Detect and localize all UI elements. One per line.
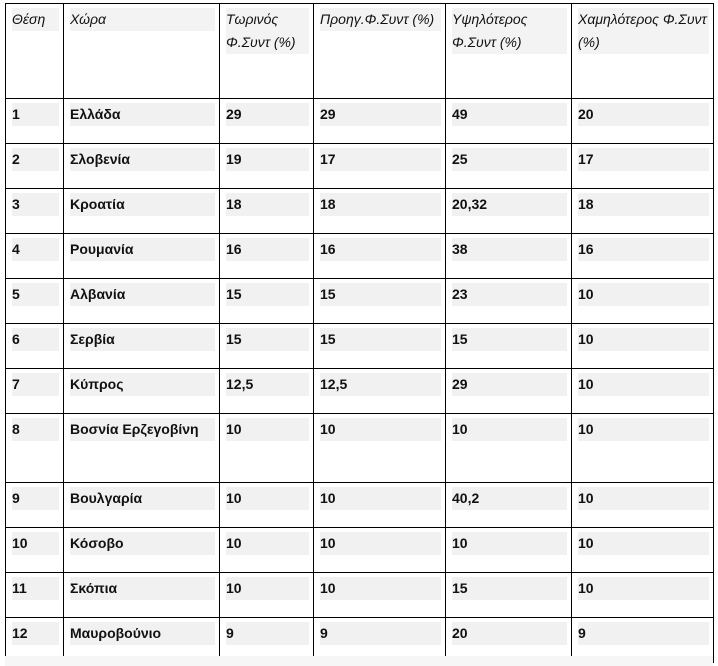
cell-position: 9	[6, 483, 64, 528]
cell-position: 10	[6, 528, 64, 573]
cell-previous-rate: 12,5	[314, 369, 446, 414]
cell-current-rate: 15	[220, 279, 314, 324]
cell-country: Κόσοβο	[64, 528, 220, 573]
table-row	[6, 99, 714, 144]
cell-highest-rate: 29	[446, 369, 572, 414]
cell-position: 1	[6, 99, 64, 144]
table-row	[6, 279, 714, 324]
cell-current-rate: 29	[220, 99, 314, 144]
cell-country: Ελλάδα	[64, 99, 220, 144]
cell-highest-rate: 20,32	[446, 189, 572, 234]
cell-previous-rate: 10	[314, 528, 446, 573]
cell-highest-rate: 15	[446, 324, 572, 369]
cell-highest-rate: 49	[446, 99, 572, 144]
header-current-rate: Τωρινός Φ.Συντ (%)	[220, 4, 314, 99]
cell-country: Σερβία	[64, 324, 220, 369]
table-row	[6, 144, 714, 189]
cell-previous-rate: 10	[314, 483, 446, 528]
cell-previous-rate: 18	[314, 189, 446, 234]
cell-position: 8	[6, 414, 64, 483]
cell-country: Βοσνία Ερζεγοβίνη	[64, 414, 220, 483]
table-row	[6, 414, 714, 483]
cell-country: Ρουμανία	[64, 234, 220, 279]
header-highest-rate: Υψηλότερος Φ.Συντ (%)	[446, 4, 572, 99]
cell-current-rate: 18	[220, 189, 314, 234]
cell-position: 6	[6, 324, 64, 369]
cell-country: Σκόπια	[64, 573, 220, 618]
cell-previous-rate: 9	[314, 618, 446, 663]
cell-highest-rate: 20	[446, 618, 572, 663]
cell-current-rate: 10	[220, 414, 314, 483]
cell-current-rate: 10	[220, 528, 314, 573]
cell-position: 3	[6, 189, 64, 234]
tax-rates-table	[5, 3, 714, 663]
table-row	[6, 189, 714, 234]
cell-previous-rate: 16	[314, 234, 446, 279]
cell-previous-rate: 10	[314, 573, 446, 618]
cell-lowest-rate: 10	[572, 414, 714, 483]
table-row	[6, 528, 714, 573]
cell-position: 7	[6, 369, 64, 414]
cell-lowest-rate: 20	[572, 99, 714, 144]
table-row	[6, 324, 714, 369]
cell-previous-rate: 15	[314, 279, 446, 324]
table-row	[6, 234, 714, 279]
cell-highest-rate: 40,2	[446, 483, 572, 528]
cell-country: Αλβανία	[64, 279, 220, 324]
header-position: Θέση	[6, 4, 64, 99]
cell-highest-rate: 10	[446, 414, 572, 483]
cell-position: 11	[6, 573, 64, 618]
cell-highest-rate: 23	[446, 279, 572, 324]
cell-position: 5	[6, 279, 64, 324]
header-previous-rate: Προηγ.Φ.Συντ (%)	[314, 4, 446, 99]
cell-previous-rate: 29	[314, 99, 446, 144]
cell-lowest-rate: 16	[572, 234, 714, 279]
cell-current-rate: 19	[220, 144, 314, 189]
cell-previous-rate: 15	[314, 324, 446, 369]
cell-lowest-rate: 10	[572, 324, 714, 369]
cell-lowest-rate: 10	[572, 369, 714, 414]
cell-lowest-rate: 9	[572, 618, 714, 663]
cell-highest-rate: 38	[446, 234, 572, 279]
cell-position: 12	[6, 618, 64, 663]
cell-previous-rate: 10	[314, 414, 446, 483]
cell-current-rate: 10	[220, 483, 314, 528]
cell-country: Σλοβενία	[64, 144, 220, 189]
cell-lowest-rate: 10	[572, 483, 714, 528]
table-row	[6, 483, 714, 528]
cell-country: Κροατία	[64, 189, 220, 234]
cell-country: Μαυροβούνιο	[64, 618, 220, 663]
cell-current-rate: 16	[220, 234, 314, 279]
page-bottom-shade	[5, 656, 713, 666]
table-row	[6, 369, 714, 414]
header-lowest-rate: Χαμηλότερος Φ.Συντ (%)	[572, 4, 714, 99]
header-country: Χώρα	[64, 4, 220, 99]
cell-position: 4	[6, 234, 64, 279]
cell-current-rate: 12,5	[220, 369, 314, 414]
cell-current-rate: 15	[220, 324, 314, 369]
cell-lowest-rate: 10	[572, 573, 714, 618]
cell-position: 2	[6, 144, 64, 189]
cell-highest-rate: 25	[446, 144, 572, 189]
cell-highest-rate: 15	[446, 573, 572, 618]
header-row	[6, 4, 714, 99]
cell-country: Βουλγαρία	[64, 483, 220, 528]
cell-lowest-rate: 10	[572, 528, 714, 573]
cell-highest-rate: 10	[446, 528, 572, 573]
cell-lowest-rate: 18	[572, 189, 714, 234]
cell-current-rate: 10	[220, 573, 314, 618]
cell-previous-rate: 17	[314, 144, 446, 189]
cell-current-rate: 9	[220, 618, 314, 663]
table-row	[6, 573, 714, 618]
cell-lowest-rate: 17	[572, 144, 714, 189]
cell-lowest-rate: 10	[572, 279, 714, 324]
cell-country: Κύπρος	[64, 369, 220, 414]
